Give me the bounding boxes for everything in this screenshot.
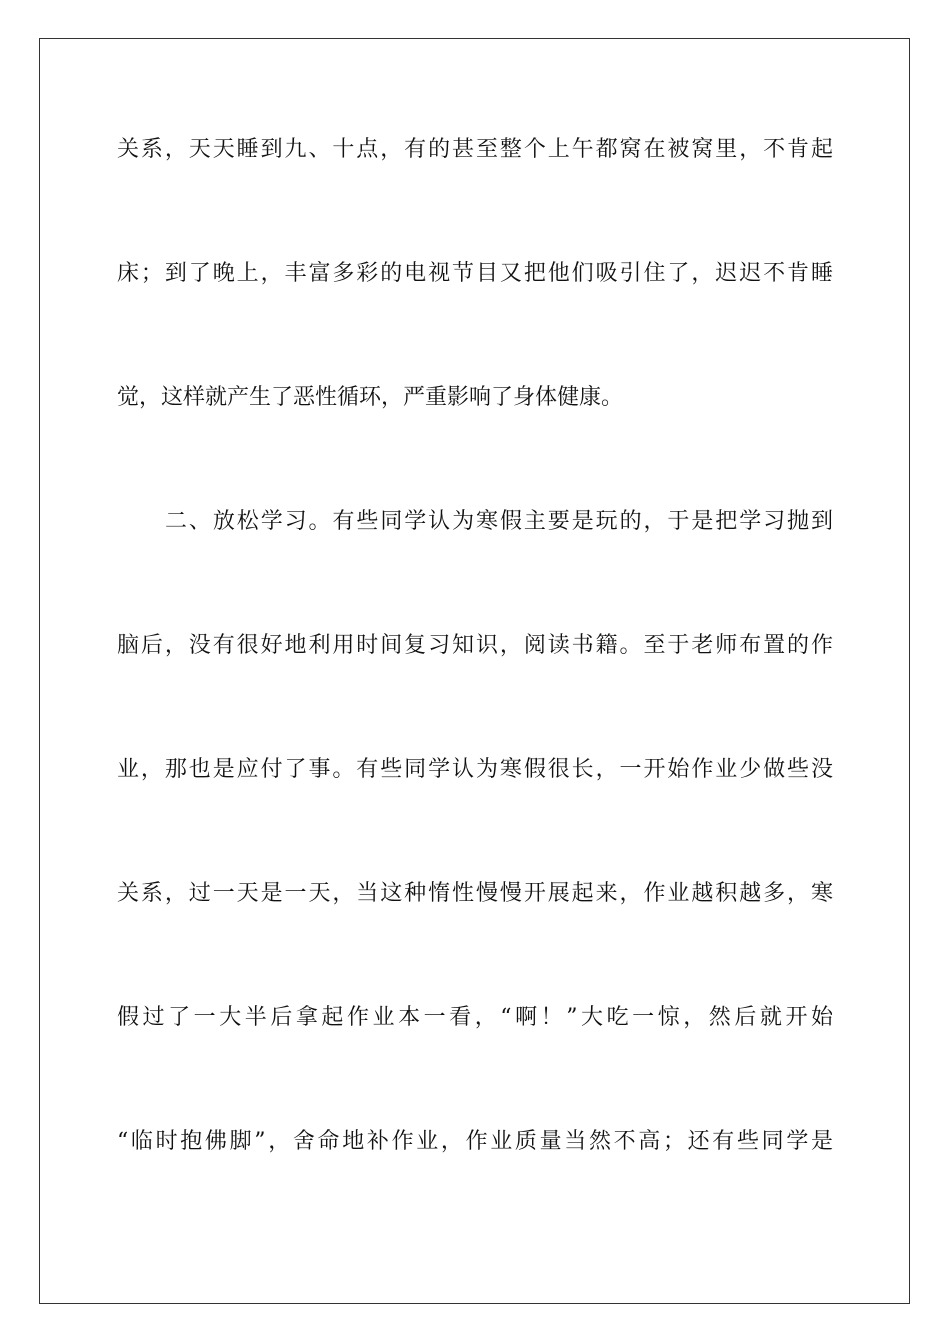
paragraph-line: 关系，天天睡到九、十点，有的甚至整个上午都窝在被窝里，不肯起: [117, 137, 833, 162]
paragraph-line: 二、放松学习。有些同学认为寒假主要是玩的，于是把学习抛到: [165, 509, 833, 534]
paragraph-line: 脑后，没有很好地利用时间复习知识，阅读书籍。至于老师布置的作: [117, 633, 833, 658]
paragraph-line: 业，那也是应付了事。有些同学认为寒假很长，一开始作业少做些没: [117, 757, 833, 782]
paragraph-line: 假过了一大半后拿起作业本一看，“啊！”大吃一惊，然后就开始: [117, 1005, 833, 1030]
paragraph-line: “临时抱佛脚”，舍命地补作业，作业质量当然不高；还有些同学是: [117, 1129, 833, 1154]
paragraph-line: 觉，这样就产生了恶性循环，严重影响了身体健康。: [117, 385, 624, 410]
paragraph-line: 关系，过一天是一天，当这种惰性慢慢开展起来，作业越积越多，寒: [117, 881, 833, 906]
page-border: [39, 38, 910, 1304]
paragraph-line: 床；到了晚上，丰富多彩的电视节目又把他们吸引住了，迟迟不肯睡: [117, 261, 833, 286]
